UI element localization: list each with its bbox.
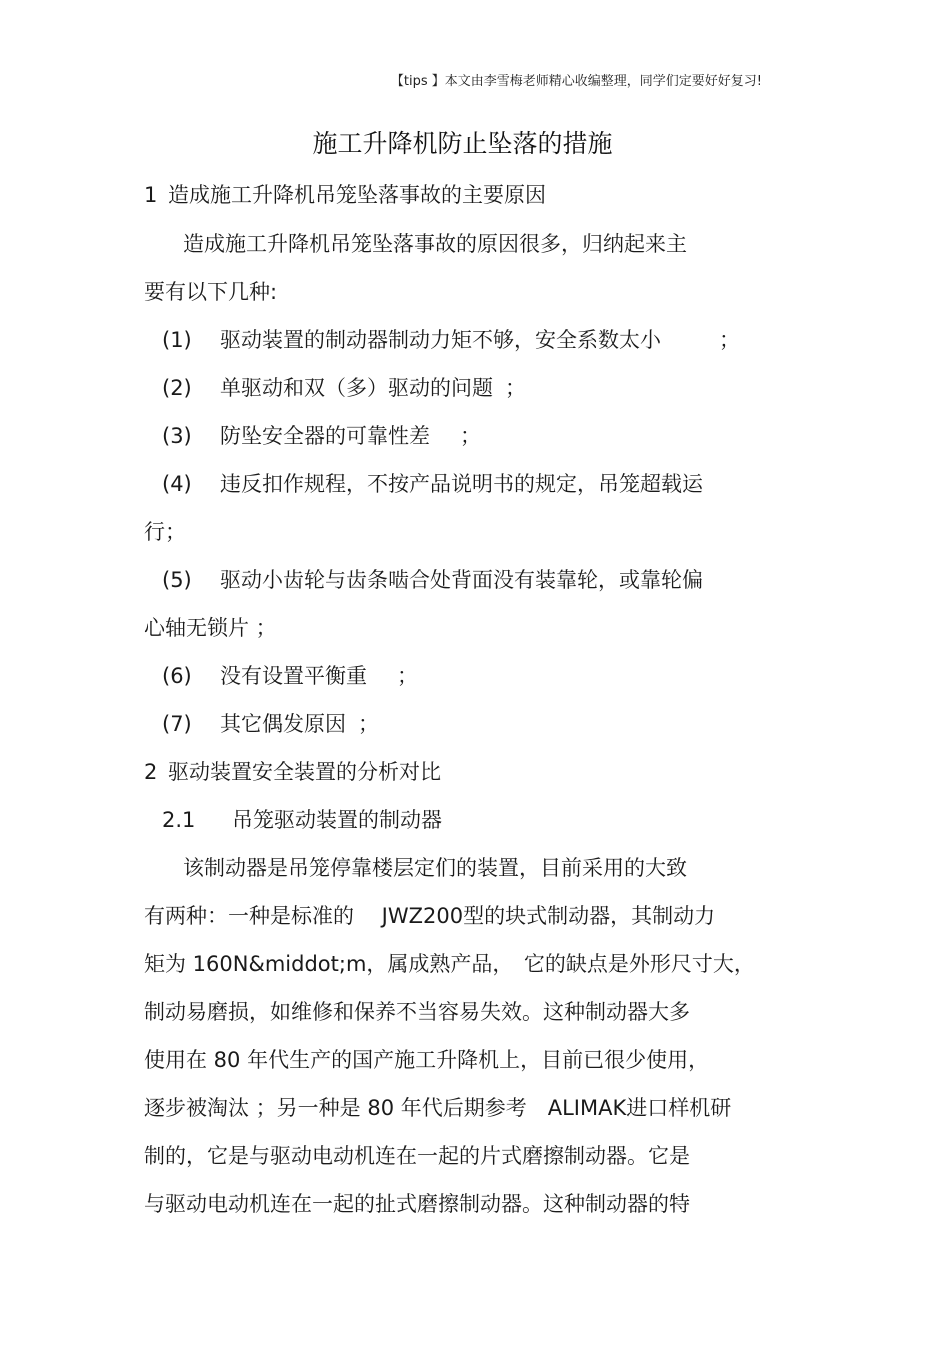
list-item-tail: ； (505, 376, 526, 400)
section-1-intro-line-2: 要有以下几种: (144, 280, 278, 304)
list-item-text: 驱动小齿轮与齿条啮合处背面没有装靠轮，或靠轮偏 (220, 568, 703, 592)
list-item-tail: ； (719, 328, 740, 352)
paragraph-line-2: 有两种：一种是标准的 JWZ200型的块式制动器，其制动力 (144, 904, 716, 928)
paragraph-line-5: 使用在 80 年代生产的国产施工升降机上，目前已很少使用， (144, 1048, 710, 1072)
paragraph-line-4: 制动易磨损，如维修和保养不当容易失效。这种制动器大多 (144, 1000, 690, 1024)
section-2-title: 驱动装置安全装置的分析对比 (168, 760, 441, 784)
list-item-3 (162, 421, 481, 451)
list-item-tail: ； (358, 712, 379, 736)
list-item-6 (162, 661, 418, 691)
list-item-2 (162, 373, 526, 403)
list-item-5-continuation: 心轴无锁片 ； (144, 616, 277, 640)
list-item-text: 其它偶发原因 (220, 712, 346, 736)
list-item-text: 违反扣作规程，不按产品说明书的规定，吊笼超载运 (220, 472, 703, 496)
section-1-heading (144, 180, 546, 210)
paragraph-line-7: 制的，它是与驱动电动机连在一起的片式磨擦制动器。它是 (144, 1144, 690, 1168)
section-1-number: 1 (144, 183, 158, 207)
subsection-title: 吊笼驱动装置的制动器 (232, 808, 442, 832)
list-item-number: (2) (162, 376, 192, 400)
paragraph-line-1: 该制动器是吊笼停靠楼层定们的装置，目前采用的大致 (183, 856, 687, 880)
list-item-number: (5) (162, 568, 192, 592)
paragraph-line-3: 矩为 160N&middot;m，属成熟产品， 它的缺点是外形尺寸大， (144, 952, 755, 976)
subsection-number: 2.1 (162, 808, 196, 832)
list-item-5 (162, 565, 703, 595)
list-item-number: (6) (162, 664, 192, 688)
section-1-intro-line-1: 造成施工升降机吊笼坠落事故的原因很多，归纳起来主 (183, 232, 687, 256)
list-item-tail: ； (460, 424, 481, 448)
subsection-2-1-heading (162, 805, 442, 835)
paragraph-line-6: 逐步被淘汰 ；另一种是 80 年代后期参考 ALIMAK进口样机研 (144, 1096, 732, 1120)
list-item-number: (3) (162, 424, 192, 448)
list-item-text: 单驱动和双（多）驱动的问题 (220, 376, 493, 400)
list-item-text: 防坠安全器的可靠性差 (220, 424, 430, 448)
paragraph-line-8: 与驱动电动机连在一起的扯式磨擦制动器。这种制动器的特 (144, 1192, 690, 1216)
list-item-4-continuation: 行； (144, 520, 186, 544)
list-item-number: (1) (162, 328, 192, 352)
list-item-number: (7) (162, 712, 192, 736)
list-item-1 (162, 325, 740, 355)
list-item-text: 没有设置平衡重 (220, 664, 367, 688)
section-2-heading (144, 757, 441, 787)
list-item-text: 驱动装置的制动器制动力矩不够，安全系数太小 (220, 328, 661, 352)
section-1-title: 造成施工升降机吊笼坠落事故的主要原因 (168, 183, 546, 207)
list-item-tail: ； (397, 664, 418, 688)
list-item-7 (162, 709, 379, 739)
document-title: 施工升降机防止坠落的措施 (312, 129, 613, 158)
section-2-number: 2 (144, 760, 158, 784)
header-note: 【tips 】本文由李雪梅老师精心收编整理，同学们定要好好复习! (390, 74, 762, 89)
list-item-number: (4) (162, 472, 192, 496)
list-item-4 (162, 469, 703, 499)
